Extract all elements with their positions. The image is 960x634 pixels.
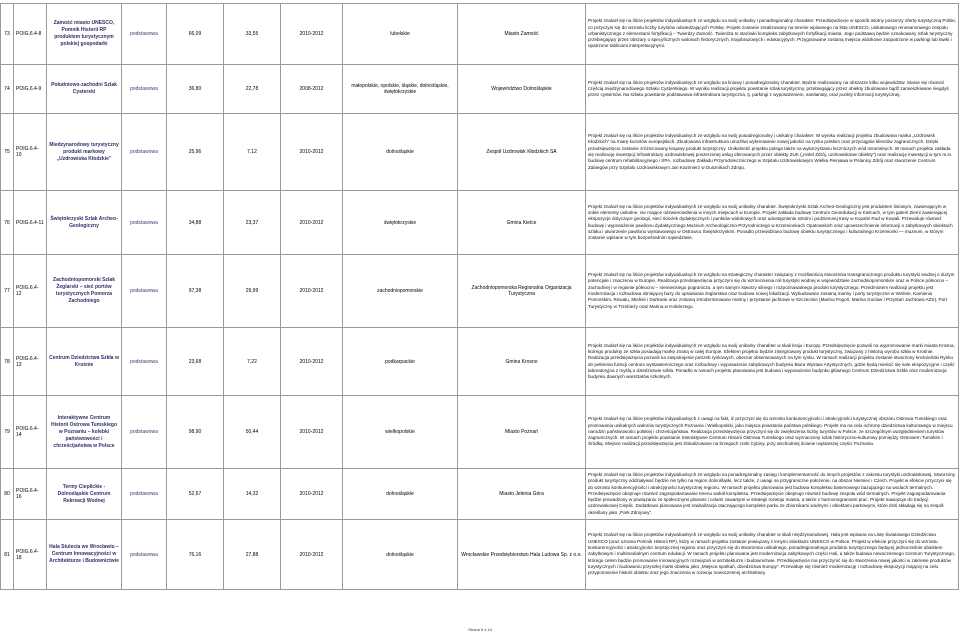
voivodeship: podkarpackie: [343, 328, 458, 396]
realization-period: 2010-2012: [281, 114, 343, 191]
beneficiary: Gmina Kielce: [458, 191, 586, 255]
project-description: Projekt znalazł się na liście projektów indywidualnych ze względu na liniowy i ponadregionalny charakter. Będzie realizowany na obszarze kilku województw. Stanie się również częścią międzynarodowego Szlaku Cysterskiego. W wyniku realizacji projektu powstanie szlak turystyczny, przebiegający przez obiekty zbudowane bądź zamieszkiwane niegdyś przez cystersów. Na szlaku powstanie podstawowa infrastruktura turystyczna, tj. parkingi z wyposażeniem, sanitariaty, oraz punkty informacji turystycznej.: [586, 65, 959, 114]
eu-value: 22,78: [224, 65, 281, 114]
project-type: podstawowa: [122, 328, 167, 396]
total-value: 97,38: [167, 255, 224, 328]
voivodeship: lubelskie: [343, 4, 458, 65]
project-description: Projekt znalazł się na liście projektów indywidualnych ze względu na swój unikalny charakter w skali międzynarodowej. Hala jest wpisana na Listę Światowego Dziedzictwa UNESCO (oraz uznana Pomnik Historii RP), który w ramach projektu zostanie powiązany z innymi obiektami UNESCO w Polsce. Projekt w efekcie przyczyni się do wzrostu konkurencyjności i atrakcyjności turystycznej regionu oraz przyczyni się do stworzenia unikalnego, ponadregionalnego produktu turystycznego będącej jednocześnie obiektem zabytkowym i multimedialnym centrum edukacji. W ramach projektu planowana jest modernizacja zabytkowych części Hali, a także budowa nowoczesnego Centrum Turystycznego, którego celem będzie promowanie innowacyjnych rozwiązań w architekturze i budownictwie. Przedsięwzięcie ma przyczynić się do stworzenia nowej jakości w zakresie produktów turystycznych i budowaniu przyszłej marki obiektu jako „Miejsca spotkań, dziedzictwa Europy”. Przewiduje się również modernizację i rozbudowę ekspozycji mającej na celu przypomnienie historii obiektu oraz jego znaczenia w rozwoju nowoczesnej architektury.: [586, 520, 959, 590]
project-code: POIG.6.4-11: [14, 191, 47, 255]
realization-period: 2008-2012: [281, 65, 343, 114]
realization-period: 2010-2012: [281, 469, 343, 520]
project-description: Projekt znalazł się na liście projektów indywidualnych z uwagi na fakt, iż przyczyni się do wzrostu konkurencyjności i atrakcyjności turystycznej obszaru Ostrowa Tumskiego oraz promowania unikalnych walorów turystycznych Poznania i Wielkopolski, jako miejsca powstania państwa polskiego. Projekt ma na celu ochronę dziedzictwa kulturowego w miejscu narodzin państwowości polskiej i chrześcijaństwa. Realizacja przedsięwzięcia przyczyni się do zwiększenia liczby turystów w Polsce, ze szczególnym uwzględnieniem turystów zagranicznych. W ramach projektu powstanie Interaktywne Centrum Historii Ostrowa Tumskiego oraz wyznaczony szlak historyczno-kulturowy pomiędzy Ostrowem Tumskim i Śródką. Miejsce realizacji przedsięwzięcia jest zlokalizowane na brzegach rzeki Cybiny, przy wschodniej ścianie najstarszej części Poznania.: [586, 396, 959, 469]
realization-period: 2010-2012: [281, 328, 343, 396]
project-name: Świętokrzyski Szlak Archeo-Geologiczny: [47, 191, 122, 255]
project-name: Miedzynarodowy turystyczny produkt markowy „Uzdrowiska Kłodzkie”: [47, 114, 122, 191]
project-code: POIG.6.4-18: [14, 520, 47, 590]
table-row: [1, 4, 959, 65]
project-code: POIG.6.4-10: [14, 114, 47, 191]
beneficiary: Miasto Zamość: [458, 4, 586, 65]
project-name: Interaktywne Centrum Historii Ostrowa Tumskiego w Poznaniu – kolebki państwowości i chrześcijaństwa w Polsce: [47, 396, 122, 469]
row-number: 81: [1, 520, 14, 590]
realization-period: 2010-2012: [281, 4, 343, 65]
eu-value: 23,37: [224, 191, 281, 255]
eu-value: 7,22: [224, 328, 281, 396]
beneficiary: Miasto Jelenia Góra: [458, 469, 586, 520]
eu-value: 33,55: [224, 4, 281, 65]
total-value: 76,16: [167, 520, 224, 590]
row-number: 79: [1, 396, 14, 469]
beneficiary: Województwo Dolnośląskie: [458, 65, 586, 114]
project-description: Projekt znalazł się na liście projektów indywidualnych ze względu na swój unikalny charakter w skali kraju i Europy. Przedsięwzięcie pozwoli na wypromowanie marki miasta Krosna, którego produkty ze szkła posiadają markę znaną w całej Europie. Efektem projektu będzie zintegrowany produkt turystyczny, związany z historią wyrobu szkła w Krośnie. Realizacja przedsięwzięcia pozwoli na zaspokojenie potrzeb rynkowych, obecnie obserwowanych na tym rynku. W ramach realizacji projektu zostanie stworzony krośnieński Rynku do pełnienia funkcji centrum wystawienniczego oraz rozbudowy i wyposażenie zabytkowych budynku Biura Wystaw Artystycznych, gdzie będą mieścić się sale ekspozycyjne i część laboratoryjna z myślą o dziedzictwie szkła. Ponadto w ramach projektu planowana jest budowa i wyposażenie budynku głównego Centrum Dziedzictwa Szkła oraz modernizacja budynku dawnych warsztatów szkolnych.: [586, 328, 959, 396]
table-row: [1, 191, 959, 255]
row-number: 73: [1, 4, 14, 65]
voivodeship: dolnośląskie: [343, 520, 458, 590]
table-row: [1, 114, 959, 191]
voivodeship: zachodniopomorskie: [343, 255, 458, 328]
row-number: 80: [1, 469, 14, 520]
project-code: POIG.6.4-16: [14, 469, 47, 520]
beneficiary: Zachodniopomorska Regionalna Organizacja Turystyczna: [458, 255, 586, 328]
page-number: Strona 6 z 14: [468, 627, 492, 632]
table-row: [1, 520, 959, 590]
total-value: 98,90: [167, 396, 224, 469]
total-value: 25,96: [167, 114, 224, 191]
project-code: POIG.6.4-9: [14, 65, 47, 114]
project-name: Zachodniopomorski Szlak Żeglarski – sieć portów turystycznych Pomorza Zachodniego: [47, 255, 122, 328]
table-row: [1, 255, 959, 328]
project-description: Projekt znalazł się na liście projektów indywidualnych ze względu na strategiczny charakter związany z możliwością stworzenia transgranicznego produktu turystyki wodnej o dużym potencjale i znaczeniu w Europie. Realizacja przedsięwzięcia przyczyni się do wzmocnienia roli turystyki wodnej w województwie zachodniopomorskim oraz w Polsce północno – zachodniej i w regionie północno – niemieckiego pogranicza, a tym samym stworzy silnego i rozpoznawalnego produkt turystycznego. Przedmiotem realizacji projektu jest modernizacja i rozbudowa istniejącej bazy do uprawiania żeglarstwa oraz budowa nowej lokalizacji. Wybudowane zostaną mariny i porty turystyczne w Wolinie, Kamieniu Pomorskim, Rewalu, Mielnie i Darłowie oraz zostaną zmodernizowane mariny i przystanie jachtowe w Szczecinie (Marina Pogoń, Marina Goclaw i Przystań Jachtowa AZS), Port Turystyczny w Trzebieży oraz Marina w Kołobrzegu.: [586, 255, 959, 328]
row-number: 74: [1, 65, 14, 114]
project-code: POIG.6.4-12: [14, 255, 47, 328]
beneficiary: Wrocławskie Przedsiębiorstwo Hala Ludowa Sp. z o.o.: [458, 520, 586, 590]
eu-value: 29,99: [224, 255, 281, 328]
total-value: 66,09: [167, 4, 224, 65]
total-value: 34,88: [167, 191, 224, 255]
project-description: Projekt znalazł się na liście projektów indywidualnych ze względu na swój unikalny charakter. Świętokrzyski Szlak Archeo-Geologiczny jest produktem liniowym, zawierającym w sobie elementy unikalne, nie mające odzwierciedlenia w innych miejscach w Europie. Projekt zakłada budowę Centrum Geoedukacji w Kielcach, w tym galerii Ziemi zawierającej ekspozycje dotyczące geologii, sieci ścieżek dydaktycznych i punktów widokowych oraz udostępnienie sztolni i podziemnej trasy w Kopalni Rud w Kowali. Przewiduje również budowę i wyposażenie pawilonu dydaktycznego Muzeum Archeologiczno-Przyrodniczego w Krzemionkach Opatowskich oraz upowszechnienie informacji o zabytkowych obiektach szlaku i utworzenie pawilonu wystawowego w Ostrowcu Świętokrzyskim. Ponadto przewidziano budowę obiektu turystycznego i kulturalnego Krzemionki — muzeum, w którym zostanie wpisane w tym bezpośrednim sąsiedztwie.: [586, 191, 959, 255]
project-description: Projekt znalazł się na liście projektów indywidualnych ze względu na swój unikalny i ponadregionalny charakter. Przedsięwzięcie w sposób istotny poszerzy ofertę turystyczną Polski, co przyczyni się do wzrostu liczby turystów odwiedzających Polskę. Projekt zostanie zrealizowany na terenie wpisanego na listę UNESCO, unikatowego renesansowego zespołu urbanistycznego z elementami fortyfikacji – Twierdzy Zamość. Twierdza to starówki kompleks zabytkowych fortyfikacji miasta. Jego podstawą będzie oznakowany szlak turystyczny przebiegający przez obszary o specyficznych walorach historycznych, krajobrazowych i edukacyjnych. Przygotowane zostaną miejsca widokowe zaopatrzone w parkingi lub ławki i opatrzone tablicami interpretacyjnymi.: [586, 4, 959, 65]
project-type: podstawowa: [122, 4, 167, 65]
voivodeship: dolnośląskie: [343, 114, 458, 191]
row-number: 78: [1, 328, 14, 396]
project-type: podstawowa: [122, 114, 167, 191]
project-type: podstawowa: [122, 255, 167, 328]
voivodeship: dolnośląskie: [343, 469, 458, 520]
table-row: [1, 469, 959, 520]
voivodeship: małopolskie, opolskie, śląskie, dolnośląskie, świętokrzyskie: [343, 65, 458, 114]
voivodeship: wielkopolskie: [343, 396, 458, 469]
row-number: 76: [1, 191, 14, 255]
total-value: 23,68: [167, 328, 224, 396]
project-type: podstawowa: [122, 396, 167, 469]
project-type: podstawowa: [122, 520, 167, 590]
table-body: [1, 4, 959, 590]
voivodeship: świętokrzyskie: [343, 191, 458, 255]
row-number: 75: [1, 114, 14, 191]
realization-period: 2010-2012: [281, 255, 343, 328]
project-type: podstawowa: [122, 469, 167, 520]
table-row: [1, 65, 959, 114]
realization-period: 2010-2012: [281, 191, 343, 255]
eu-value: 50,44: [224, 396, 281, 469]
project-name: Termy Cieplickie - Dolnośląskie Centrum Rekreacji Wodnej: [47, 469, 122, 520]
project-description: Projekt znalazł się na liście projektów indywidualnych ze względu na ponadregionalny zasięg i komplementarność do innych projektów z zakresu turystyki uzdrowiskowej. Stworzony produkt turystyczny oddziaływać będzie nie tylko na region dolnośląski, lecz także, z uwagi na przygraniczne położenie, na obszar Niemiec i Czech. Projekt w efekcie przyczyni się do wzrostu konkurencyjności i atrakcyjności turystycznej regionu. W ramach projektu planowana jest budowa kompleksu basenowego bazującego na wodach termalnych. Przedsięwzięcie obejmuje również zagospodarowanie terenu wokół kompleksu. Przedsięwzięcie obejmuje również budowę zespołu wód termalnych. Projekt zagospodarowania będzie prowadzony w powiązaniu ze społecznymi planami i celami zawartymi w strategii rozwoju miasta, a także z harmonogramami prac. Projekt nawiązuje do tradycji uzdrowiskowej Cieplic. Dodatkowo planowana jest rewitalizacja otaczającego kompleks parku ze zbiornikami wodnymi i obiektami parkowymi, które dziś składają się na zespół określany jako „Park Zdrojowy”.: [586, 469, 959, 520]
project-name: Południowo-zachodni Szlak Cysterski: [47, 65, 122, 114]
table-row: [1, 396, 959, 469]
table-row: [1, 328, 959, 396]
project-description: Projekt znalazł się na liście projektów indywidualnych ze względu na swój ponadregionalny i unikalny charakter. W wyniku realizacji projektu zbudowana marka „Uzdrowisk Kłodzkich” na miarę kurortów europejskich. Zbudowana infrastruktura umożliwi wykreowanie nowej jakości na rynku polskim oraz przyciągnie klientów zagranicznych. Dzięki przedsięwzięciu zostanie zróżnicowany krajowy produkt turystyczny. Unikalność projektu polega także na wykorzystaniu leczniczych wód mineralnych. W ramach projektu zakłada się realizację inwestycji infrastruktury uzdrowiskowej poszerzonej usług oferowanych przez obiekty ZUK („Hotel Zdrój, uzdrowiskowe obiekty”) oraz realizację inwestycji w tym m.in. budowę centrum rehabilitacyjnego i SPA, rozbudowę Zakładu Przyrodoleczniczego w Szpitalu Uzdrowiskowym Wielka Pieniawa w Polanicy Zdrój oraz stworzenie Centrum Zabiegów przy Szpitalu Uzdrowiskowym Jan Kazimierz w Dusznikach Zdroju.: [586, 114, 959, 191]
project-name: Hala Stulecia we Wrocławiu – Centrum Innowacyjności w Architekturze i Budownictwie: [47, 520, 122, 590]
project-code: POIG.6.4-8: [14, 4, 47, 65]
project-name: Zamość miasto UNESCO, Pomnik Historii RP produktem turystycznym polskiej gospodarki: [47, 4, 122, 65]
eu-value: 14,32: [224, 469, 281, 520]
beneficiary: Gmina Krosno: [458, 328, 586, 396]
beneficiary: Zespół Uzdrowisk Kłodzkich SA: [458, 114, 586, 191]
project-type: podstawowa: [122, 191, 167, 255]
realization-period: 2010-2012: [281, 520, 343, 590]
beneficiary: Miasto Poznań: [458, 396, 586, 469]
eu-value: 27,88: [224, 520, 281, 590]
projects-table: [0, 3, 959, 590]
project-name: Centrum Dziedzictwa Szkła w Krośnie: [47, 328, 122, 396]
total-value: 36,80: [167, 65, 224, 114]
total-value: 52,67: [167, 469, 224, 520]
row-number: 77: [1, 255, 14, 328]
eu-value: 7,12: [224, 114, 281, 191]
project-code: POIG.6.4-14: [14, 396, 47, 469]
project-code: POIG.6.4-13: [14, 328, 47, 396]
project-type: podstawowa: [122, 65, 167, 114]
realization-period: 2010-2012: [281, 396, 343, 469]
